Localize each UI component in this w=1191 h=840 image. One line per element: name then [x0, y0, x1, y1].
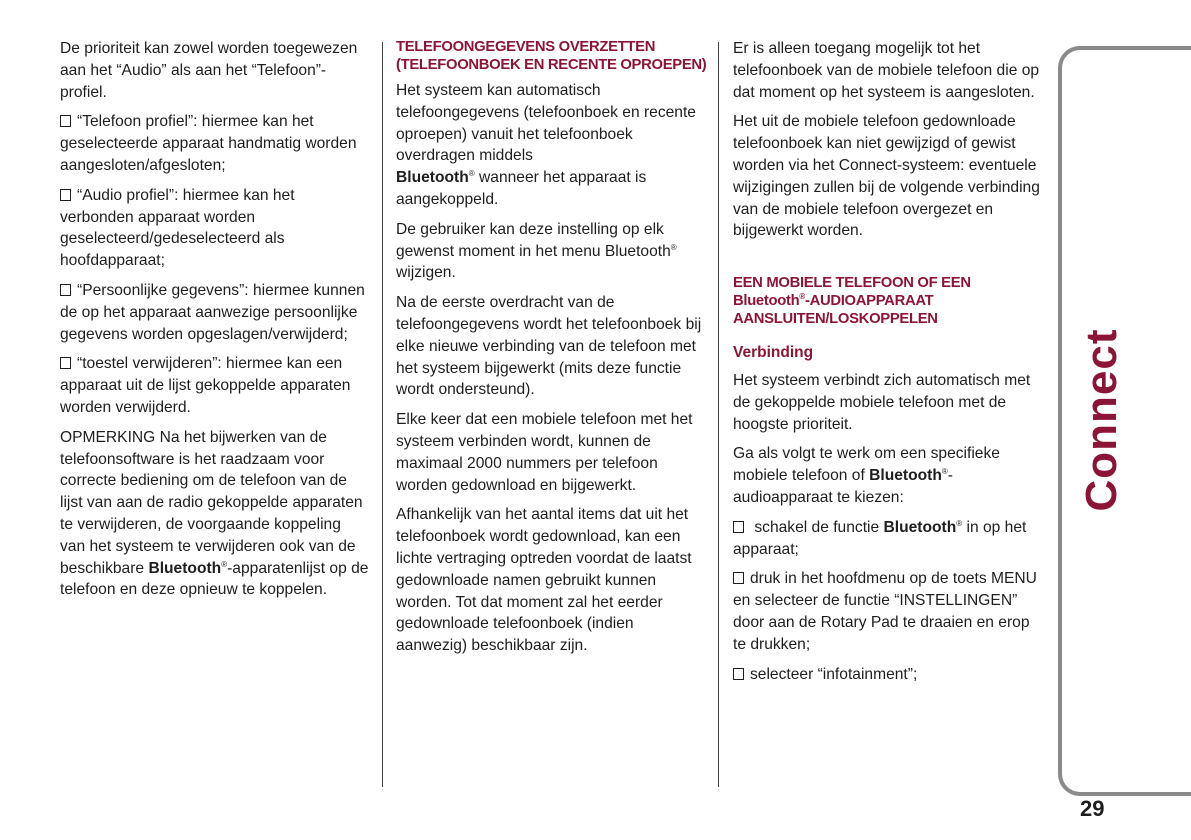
section-heading: TELEFOONGEGEVENS OVERZETTEN (TELEFOONBOEK EN RECENTE OPROEPEN) — [396, 39, 707, 73]
column-left — [60, 38, 370, 609]
list-item: “Persoonlijke gegevens”: hiermee kunnen de op het apparaat aanwezige persoonlijke gegevens worden opgeslagen/verwijderd; — [60, 281, 365, 343]
checkbox-bullet-icon — [60, 189, 71, 201]
paragraph: Het uit de mobiele telefoon gedownloade telefoonboek kan niet gewijzigd of gewist worden via het Connect-systeem: eventuele wijzigingen zullen bij de volgende verbinding van de mobiele telefoon overgezet en bijgewerkt worden. — [733, 113, 1040, 240]
list-item: “Telefoon profiel”: hiermee kan het geselecteerde apparaat handmatig worden aangesloten/afgesloten; — [60, 113, 357, 174]
bluetooth-term: Bluetooth — [396, 169, 469, 187]
column-middle — [396, 38, 708, 665]
paragraph: De gebruiker kan deze instelling op elk gewenst moment in het menu Bluetooth® wijzigen. — [396, 220, 677, 282]
column-divider — [382, 42, 383, 787]
subheading: Verbinding — [733, 344, 814, 362]
page-number: 29 — [1080, 796, 1105, 821]
paragraph: De prioriteit kan zowel worden toegewezen aan het “Audio” als aan het “Telefoon”-profiel. — [60, 40, 358, 101]
checkbox-bullet-icon — [60, 284, 71, 296]
paragraph: Het systeem verbindt zich automatisch met de gekoppelde mobiele telefoon met de hoogste prioriteit. — [733, 371, 1031, 433]
list-item: “toestel verwijderen”: hiermee kan een apparaat uit de lijst gekoppelde apparaten worden verwijderd. — [60, 355, 351, 416]
bluetooth-term: Bluetooth — [869, 467, 942, 485]
paragraph: Er is alleen toegang mogelijk tot het telefoonboek van de mobiele telefoon die op dat moment op het systeem is aangesloten. — [733, 40, 1040, 101]
checkbox-bullet-icon — [733, 521, 744, 533]
column-right — [733, 38, 1045, 693]
paragraph: Ga als volgt te werk om een specifieke mobiele telefoon of Bluetooth®-audioapparaat te kiezen: — [733, 445, 1000, 506]
section-heading: EEN MOBIELE TELEFOON OF EEN Bluetooth®-AUDIOAPPARAAT AANSLUITEN/LOSKOPPELEN — [733, 275, 971, 328]
paragraph: Na de eerste overdracht van de telefoongegevens wordt het telefoonboek bij elke nieuwe verbinding van de telefoon met het systeem bijgewerkt (mits deze functie wordt ondersteund). — [396, 294, 702, 399]
checkbox-bullet-icon — [60, 357, 71, 369]
paragraph: Elke keer dat een mobiele telefoon met het systeem verbinden wordt, kunnen de maximaal 2000 nummers per telefoon worden gedownload en bijgewerkt. — [396, 411, 693, 494]
list-item: schakel de functie Bluetooth® in op het apparaat; — [733, 518, 1027, 558]
checkbox-bullet-icon — [733, 668, 744, 680]
note-paragraph: OPMERKING Na het bijwerken van de telefoonsoftware is het raadzaam voor correcte bediening om de telefoon van de lijst van aan de radio gekoppelde apparaten te verwijderen, de voorgaande koppeling van het systeem te verwijderen ook van de beschikbare Bluetooth®-apparatenlijst op de telefoon en deze opnieuw te koppelen. — [60, 428, 369, 599]
chapter-title: Connect — [1077, 328, 1126, 512]
list-item: “Audio profiel”: hiermee kan het verbonden apparaat worden geselecteerd/gedeselecteerd als hoofdapparaat; — [60, 186, 295, 270]
checkbox-bullet-icon — [60, 115, 71, 127]
list-item: druk in het hoofdmenu op de toets MENU en selecteer de functie “INSTELLINGEN” door aan de Rotary Pad te draaien en erop te drukken; — [733, 570, 1037, 653]
bluetooth-term: Bluetooth — [148, 559, 222, 577]
paragraph: Het systeem kan automatisch telefoongegevens (telefoonboek en recente oproepen) vanuit het telefoonboek overdragen middels Bluetooth® wanneer het apparaat is aangekoppeld. — [396, 82, 696, 208]
bluetooth-term: Bluetooth — [883, 518, 957, 536]
checkbox-bullet-icon — [733, 572, 744, 584]
list-item: selecteer “infotainment”; — [733, 664, 1045, 686]
column-divider — [718, 42, 719, 787]
paragraph: Afhankelijk van het aantal items dat uit het telefoonboek wordt gedownload, kan een lichte vertraging optreden voordat de laatst gedownloade namen gebruikt kunnen worden. Tot dat moment zal het eerder gedownloade telefoonboek (indien aanwezig) beschikbaar zijn. — [396, 506, 692, 655]
